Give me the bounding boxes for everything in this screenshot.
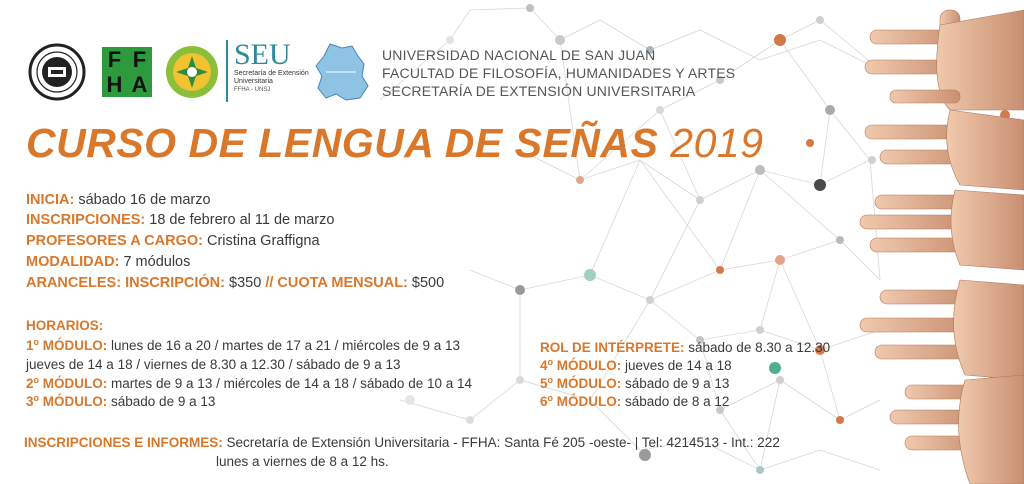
- m5-label: MÓDULO:: [553, 376, 622, 391]
- m2-ordinal: o: [33, 375, 40, 385]
- modulo-1: [26, 337, 460, 355]
- m6-label: MÓDULO:: [553, 394, 622, 409]
- m3-value: sábado de 9 a 13: [107, 394, 216, 409]
- m6-value: sábado de 8 a 12: [621, 394, 730, 409]
- footer-value: Secretaría de Extensión Universitaria - FFHA: Santa Fé 205 -oeste- | Tel: 4214513 - Int.: 222: [222, 435, 780, 450]
- ffha-logo: [102, 47, 152, 97]
- aranceles-label: ARANCELES: INSCRIPCIÓN:: [26, 275, 225, 291]
- cuota-label: CUOTA MENSUAL:: [273, 275, 408, 291]
- aranceles-value: $350: [224, 275, 266, 291]
- seu-wordmark: SEU: [234, 38, 291, 71]
- seu-subtitle-3: FFHA - UNSJ: [234, 87, 271, 93]
- inicia-value: sábado 16 de marzo: [74, 192, 211, 208]
- institution-line-1: UNIVERSIDAD NACIONAL DE SAN JUAN: [382, 47, 656, 63]
- institution-line-3: SECRETARÍA DE EXTENSIÓN UNIVERSITARIA: [382, 83, 696, 99]
- inicia-label: INICIA:: [26, 192, 75, 208]
- seu-logo: [226, 40, 312, 102]
- inscripciones-label: INSCRIPCIONES:: [26, 212, 146, 228]
- m1-ordinal: o: [33, 337, 40, 347]
- info-profesores: [26, 232, 320, 250]
- m1-value: lunes de 16 a 20 / martes de 17 a 21 / miércoles de 9 a 13: [107, 338, 460, 353]
- info-inicia: [26, 191, 211, 209]
- info-modalidad: [26, 253, 190, 271]
- profesores-label: PROFESORES A CARGO:: [26, 233, 203, 249]
- info-aranceles: [26, 274, 444, 292]
- ffha-letter: F: [132, 47, 147, 72]
- modulo-6: [540, 393, 729, 411]
- m1-label: MÓDULO:: [39, 338, 108, 353]
- rol-label: ROL DE INTÉRPRETE:: [540, 340, 685, 355]
- m5-number: 5: [540, 376, 548, 391]
- info-inscripciones: [26, 211, 334, 229]
- modulo-1-cont: jueves de 14 a 18 / viernes de 8.30 a 12.30 / sábado de 9 a 13: [26, 357, 401, 372]
- rol-interprete: [540, 339, 830, 357]
- m6-ordinal: o: [547, 393, 554, 403]
- m4-label: MÓDULO:: [553, 358, 622, 373]
- modalidad-label: MODALIDAD:: [26, 254, 120, 270]
- cuota-value: $500: [407, 275, 445, 291]
- profesores-value: Cristina Graffigna: [202, 233, 320, 249]
- m3-ordinal: o: [33, 393, 40, 403]
- rol-value: sábado de 8.30 a 12.30: [684, 340, 831, 355]
- modulo-4: [540, 357, 732, 375]
- m2-label: MÓDULO:: [39, 376, 108, 391]
- footer-hours: lunes a viernes de 8 a 12 hs.: [216, 454, 389, 469]
- title-main: CURSO DE LENGUA DE SEÑAS: [26, 120, 659, 166]
- m4-ordinal: o: [547, 357, 554, 367]
- m6-number: 6: [540, 394, 548, 409]
- modulo-5: [540, 375, 729, 393]
- modulo-2: [26, 375, 472, 393]
- horarios-heading: HORARIOS:: [26, 318, 104, 333]
- extension-emblem-logo: [164, 44, 220, 100]
- seu-subtitle-2: Universitaria: [234, 78, 273, 85]
- inscripciones-value: 18 de febrero al 11 de marzo: [145, 212, 335, 228]
- hands-illustration: [850, 0, 1024, 484]
- m5-ordinal: o: [547, 375, 554, 385]
- footer-label: INSCRIPCIONES E INFORMES:: [24, 435, 223, 450]
- unsj-seal-logo: [28, 43, 86, 101]
- aranceles-separator: //: [265, 275, 274, 291]
- ffha-letter: A: [131, 72, 148, 97]
- m2-value: martes de 9 a 13 / miércoles de 14 a 18 / sábado de 10 a 14: [107, 376, 473, 391]
- m5-value: sábado de 9 a 13: [621, 376, 730, 391]
- ffha-letter: H: [106, 72, 123, 97]
- title-year: 2019: [670, 120, 764, 166]
- seu-subtitle-1: Secretaría de Extensión: [234, 70, 309, 77]
- modalidad-value: 7 módulos: [119, 254, 191, 270]
- page-title: [26, 120, 764, 167]
- san-juan-map-logo: [312, 42, 372, 104]
- modulo-3: [26, 393, 215, 411]
- m3-number: 3: [26, 394, 34, 409]
- m1-number: 1: [26, 338, 34, 353]
- institution-line-2: FACULTAD DE FILOSOFÍA, HUMANIDADES Y ARTES: [382, 65, 736, 81]
- m3-label: MÓDULO:: [39, 394, 108, 409]
- m4-number: 4: [540, 358, 548, 373]
- m4-value: jueves de 14 a 18: [621, 358, 732, 373]
- ffha-letter: F: [107, 47, 122, 72]
- footer-informes: [24, 434, 780, 452]
- m2-number: 2: [26, 376, 34, 391]
